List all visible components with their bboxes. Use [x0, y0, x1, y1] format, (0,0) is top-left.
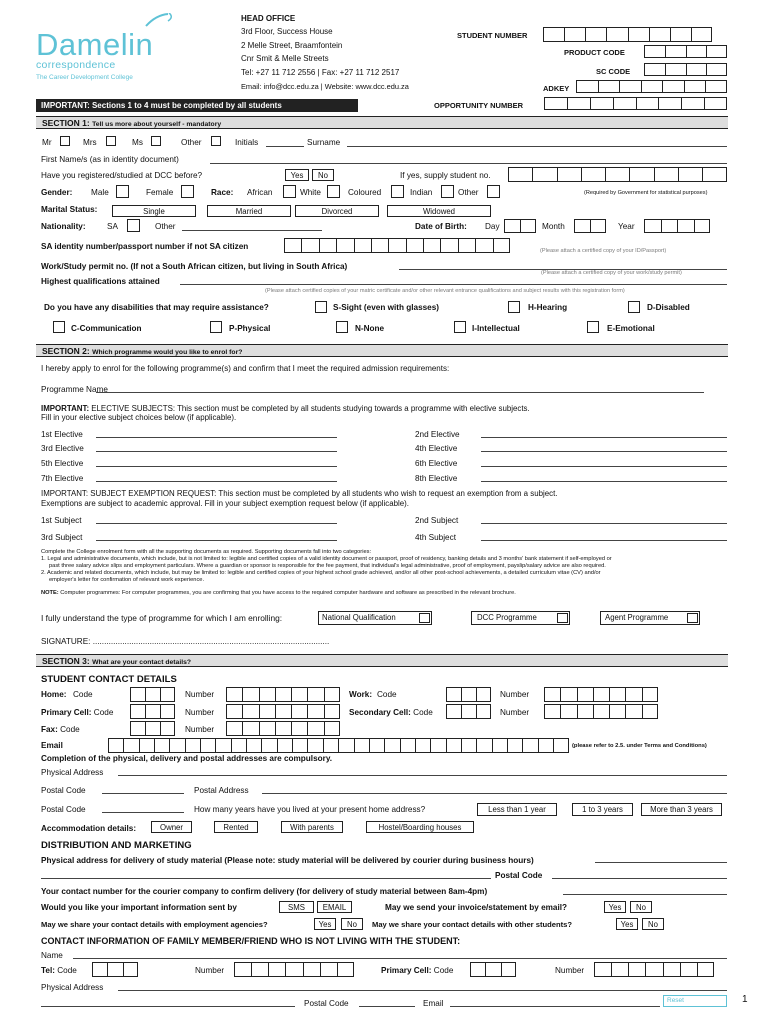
opportunity-number-boxes[interactable]: [544, 97, 727, 110]
family-cell-number-label: Number: [555, 966, 585, 975]
title-mr: Mr: [42, 138, 52, 147]
elective-5-field[interactable]: [96, 466, 337, 467]
work-number-boxes[interactable]: [544, 687, 658, 702]
home-code-boxes[interactable]: [130, 687, 175, 702]
important-banner: IMPORTANT: Sections 1 to 4 must be completed by all students: [36, 99, 358, 112]
elective-7-field[interactable]: [96, 481, 337, 482]
registered-no[interactable]: No: [312, 169, 334, 181]
programme-name-label: Programme Name: [41, 385, 108, 394]
sa-checkbox[interactable]: [127, 219, 140, 232]
exemption-instruction: Exemptions are subject to academic approval. Fill in your subject exemption request below (if applicable).: [41, 499, 409, 508]
addresses-compulsory: Completion of the physical, delivery and postal addresses are compulsory.: [41, 754, 333, 763]
documents-cat1-b: past three salary advice slips and employment particulars. Where a guardian or sponsor is responsible for the fee payment, that individual's legal administrative, proof of employment, payslip/salary advice are also required.: [49, 563, 606, 569]
n-none-checkbox[interactable]: [336, 321, 348, 333]
tel-fax: Tel: +27 11 712 2556 | Fax: +27 11 712 2517: [241, 68, 400, 77]
opportunity-number-label: OPPORTUNITY NUMBER: [434, 101, 524, 110]
subject-1-label: 1st Subject: [41, 516, 82, 525]
exemption-important: IMPORTANT: SUBJECT EXEMPTION REQUEST: This section must be completed by all students who wish to request an exemption from a subject.: [41, 489, 558, 498]
section-2-title: Which programme would you like to enrol for?: [92, 349, 243, 356]
african-checkbox[interactable]: [283, 185, 296, 198]
qualifications-label: Highest qualifications attained: [41, 277, 160, 286]
family-tel-number-label: Number: [195, 966, 225, 975]
sent-by-email[interactable]: EMAIL: [317, 901, 352, 913]
id-note: (Please attach a certified copy of your ID/Passport): [540, 248, 667, 254]
fax-code-boxes[interactable]: [130, 721, 175, 736]
race-other-checkbox[interactable]: [487, 185, 500, 198]
section-1-bar: [36, 116, 728, 129]
ms-checkbox[interactable]: [151, 136, 161, 146]
courier-contact-label: Your contact number for the courier company to confirm delivery (for delivery of study material between 8am-4pm): [41, 887, 488, 896]
marital-widowed[interactable]: Widowed: [387, 205, 491, 217]
home-number-label: Number: [185, 690, 215, 699]
work-code-label: Code: [377, 690, 397, 699]
sent-by-label: Would you like your important information sent by: [41, 903, 237, 912]
secondary-cell-code-boxes[interactable]: [446, 704, 491, 719]
elective-6-field[interactable]: [481, 466, 727, 467]
product-code-label: PRODUCT CODE: [564, 48, 625, 57]
supply-student-no-label: If yes, supply student no.: [400, 171, 491, 180]
title-other: Other: [181, 138, 202, 147]
section-2-number: SECTION 2:: [42, 346, 90, 356]
section-3-title: What are your contact details?: [92, 659, 192, 666]
qualifications-field[interactable]: [180, 284, 727, 285]
elective-1-field[interactable]: [96, 437, 337, 438]
years-question: How many years have you lived at your present home address?: [194, 805, 426, 814]
section-1-title: Tell us more about yourself - mandatory: [92, 121, 222, 128]
family-name-label: Name: [41, 951, 63, 960]
section-3-bar: [36, 654, 728, 667]
elective-4-field[interactable]: [481, 451, 727, 452]
family-cell-code-boxes[interactable]: [470, 962, 516, 977]
secondary-cell-number-label: Number: [500, 708, 530, 717]
i-intellectual-checkbox[interactable]: [454, 321, 466, 333]
gender-male: Male: [91, 188, 109, 197]
postal-address-label: Postal Address: [194, 786, 249, 795]
work-label: Work:: [349, 690, 373, 699]
family-cell-number-boxes[interactable]: [594, 962, 714, 977]
work-code-boxes[interactable]: [446, 687, 491, 702]
id-number-boxes[interactable]: [284, 238, 510, 253]
p-physical-label: P-Physical: [229, 324, 271, 333]
h-hearing-label: H-Hearing: [528, 303, 568, 312]
prev-student-number-boxes[interactable]: [508, 167, 727, 182]
s-sight-checkbox[interactable]: [315, 301, 327, 313]
computer-note: NOTE: Computer programmes: For computer programmes, you are confirming that you have access to the required computer hardware and software as prescribed in the relevant brochure.: [41, 590, 516, 596]
title-mrs: Mrs: [83, 138, 97, 147]
share-students-yes[interactable]: Yes: [616, 918, 638, 930]
section-1-number: SECTION 1:: [42, 118, 90, 128]
fax-number-boxes[interactable]: [226, 721, 340, 736]
section-3-number: SECTION 3:: [42, 656, 90, 666]
h-hearing-checkbox[interactable]: [508, 301, 520, 313]
share-students-no[interactable]: No: [642, 918, 664, 930]
agent-programme-option[interactable]: Agent Programme: [600, 611, 700, 625]
physical-address-field[interactable]: [118, 775, 727, 776]
email-boxes[interactable]: [108, 738, 569, 753]
title-ms: Ms: [132, 138, 143, 147]
page-number: 1: [742, 994, 748, 1005]
white-checkbox[interactable]: [327, 185, 340, 198]
mrs-checkbox[interactable]: [106, 136, 116, 146]
sent-by-sms[interactable]: SMS: [279, 901, 314, 913]
adkey-label: ADKEY: [543, 84, 570, 93]
marital-status-label: Marital Status:: [41, 205, 98, 214]
primary-cell-number-boxes[interactable]: [226, 704, 340, 719]
damelin-logo: [36, 28, 153, 81]
dob-month-boxes[interactable]: [574, 219, 606, 233]
elective-8-field[interactable]: [481, 481, 727, 482]
id-number-label: SA identity number/passport number if not SA citizen: [41, 242, 249, 251]
qualifications-note: (Please attach certified copies of your matric certificate and/or other relevant entrance qualifications and subject results with this registration form): [265, 288, 625, 294]
elective-instruction: Fill in your elective subject choices below (if applicable).: [41, 413, 237, 422]
family-primary-cell-label: Primary Cell: Code: [381, 966, 454, 975]
marital-married[interactable]: Married: [207, 205, 291, 217]
male-checkbox[interactable]: [116, 185, 129, 198]
elective-3-field[interactable]: [96, 451, 337, 452]
race-white: White: [300, 188, 321, 197]
other-checkbox[interactable]: [211, 136, 221, 146]
share-agencies-no[interactable]: No: [341, 918, 363, 930]
registered-yes[interactable]: Yes: [285, 169, 309, 181]
surname-field[interactable]: [347, 146, 727, 147]
documents-cat1-a: 1. Legal and administrative documents, which include, but is not limited to: legible and certified copies of a valid identity document or passport, proof of residency, banking details and 3 months' bank statement if self-employed or: [41, 556, 612, 562]
subject-1-field[interactable]: [96, 523, 337, 524]
documents-cat2-a: 2. Academic and related documents, which include, but may be limited to: legible and certified copies of your highest school grade achieved, and/or all other post-school achievements, a detailed curriculum vitae (CV) and/or: [41, 570, 601, 576]
family-contact-title: CONTACT INFORMATION OF FAMILY MEMBER/FRIEND WHO IS NOT LIVING WITH THE STUDENT:: [41, 936, 461, 946]
reset-button[interactable]: Reset: [663, 995, 727, 1007]
signature-line[interactable]: SIGNATURE: ........................................................................................................: [41, 637, 330, 646]
family-postal-code-label: Postal Code: [304, 999, 349, 1008]
first-names-label: First Name/s (as in identity document): [41, 155, 179, 164]
race-label: Race:: [211, 188, 234, 197]
nationality-other-field[interactable]: [182, 230, 322, 231]
subject-3-field[interactable]: [96, 540, 337, 541]
indian-checkbox[interactable]: [441, 185, 454, 198]
female-checkbox[interactable]: [181, 185, 194, 198]
family-address-line-2[interactable]: [41, 1006, 295, 1007]
p-physical-checkbox[interactable]: [210, 321, 222, 333]
first-names-field[interactable]: [210, 163, 727, 164]
nationality-other: Other: [155, 222, 176, 231]
family-email-label: Email: [423, 999, 444, 1008]
physical-address-label: Physical Address: [41, 768, 104, 777]
elective-6-label: 6th Elective: [415, 459, 458, 468]
secondary-cell-label: Secondary Cell: Code: [349, 708, 433, 717]
registered-question: Have you registered/studied at DCC before?: [41, 171, 203, 180]
race-coloured: Coloured: [348, 188, 382, 197]
enrol-intro: I hereby apply to enrol for the following programme(s) and confirm that I meet the required admission requirements:: [41, 364, 450, 373]
accommodation-rented[interactable]: Rented: [214, 821, 258, 833]
home-number-boxes[interactable]: [226, 687, 340, 702]
brand-sub: correspondence: [36, 59, 116, 71]
fax-number-label: Number: [185, 725, 215, 734]
subject-3-label: 3rd Subject: [41, 533, 83, 542]
documents-intro: Complete the College enrolment form with all the supporting documents as required. Supporting documents fall into two categories:: [41, 549, 372, 555]
c-communication-checkbox[interactable]: [53, 321, 65, 333]
head-office-title: HEAD OFFICE: [241, 14, 296, 23]
programme-name-field[interactable]: [96, 392, 704, 393]
home-code-label: Code: [73, 690, 93, 699]
dob-year-boxes[interactable]: [644, 219, 710, 233]
delivery-address-field-1[interactable]: [595, 862, 727, 863]
secondary-cell-number-boxes[interactable]: [544, 704, 658, 719]
work-number-label: Number: [500, 690, 530, 699]
dob-year-label: Year: [618, 222, 635, 231]
mr-checkbox[interactable]: [60, 136, 70, 146]
gender-label: Gender:: [41, 188, 73, 197]
i-intellectual-label: I-Intellectual: [472, 324, 520, 333]
primary-cell-code-boxes[interactable]: [130, 704, 175, 719]
family-name-field[interactable]: [73, 958, 727, 959]
family-postal-code-field[interactable]: [359, 1006, 415, 1007]
dob-label: Date of Birth:: [415, 222, 467, 231]
postal-code-field-2[interactable]: [102, 812, 184, 813]
logo-swoosh-icon: [142, 13, 182, 27]
share-agencies-yes[interactable]: Yes: [314, 918, 336, 930]
initials-label: Initials: [235, 138, 259, 147]
marital-divorced[interactable]: Divorced: [295, 205, 379, 217]
family-physical-address-field[interactable]: [118, 990, 727, 991]
dob-month-label: Month: [542, 222, 565, 231]
coloured-checkbox[interactable]: [391, 185, 404, 198]
national-qualification-option[interactable]: National Qualification: [318, 611, 432, 625]
surname-label: Surname: [307, 138, 341, 147]
postal-code-label-1: Postal Code: [41, 786, 86, 795]
elective-2-label: 2nd Elective: [415, 430, 460, 439]
initials-field[interactable]: [266, 146, 304, 147]
nationality-label: Nationality:: [41, 222, 86, 231]
permit-note: (Please attach a certified copy of your work/study permit): [541, 270, 682, 276]
elective-4-label: 4th Elective: [415, 444, 458, 453]
elective-2-field[interactable]: [481, 437, 727, 438]
primary-cell-label: Primary Cell: Code: [41, 708, 114, 717]
stats-note: (Required by Government for statistical purposes): [584, 190, 708, 196]
documents-cat2-b: employer's letter for confirmation of relevant work experience.: [49, 577, 205, 583]
student-number-label: STUDENT NUMBER: [457, 31, 528, 40]
invoice-no[interactable]: No: [630, 901, 652, 913]
accommodation-owner[interactable]: Owner: [151, 821, 192, 833]
accommodation-hostel[interactable]: Hostel/Boarding houses: [366, 821, 474, 833]
section-2-bar: [36, 344, 728, 357]
fax-label: Fax: Code: [41, 725, 80, 734]
accommodation-with-parents[interactable]: With parents: [281, 821, 343, 833]
race-african: African: [247, 188, 273, 197]
years-1-to-3[interactable]: 1 to 3 years: [572, 803, 633, 816]
n-none-label: N-None: [355, 324, 385, 333]
c-communication-label: C-Communication: [71, 324, 142, 333]
elective-important: IMPORTANT: ELECTIVE SUBJECTS: This section must be completed by all students studying towards a programme with elective subjects.: [41, 404, 530, 413]
product-code-boxes[interactable]: [644, 45, 727, 58]
delivery-address-field-2[interactable]: [41, 878, 491, 879]
disabilities-question: Do you have any disabilities that may require assistance?: [44, 303, 269, 312]
e-emotional-label: E-Emotional: [607, 324, 655, 333]
dob-day-label: Day: [485, 222, 500, 231]
student-number-boxes[interactable]: [543, 27, 727, 42]
delivery-postal-code-field[interactable]: [552, 878, 727, 879]
nationality-sa: SA: [107, 222, 118, 231]
elective-1-label: 1st Elective: [41, 430, 83, 439]
address-line-1: 3rd Floor, Success House: [241, 27, 333, 36]
share-students-question: May we share your contact details with other students?: [372, 920, 573, 929]
understand-label: I fully understand the type of programme for which I am enrolling:: [41, 613, 283, 623]
race-other: Other: [458, 188, 479, 197]
elective-8-label: 8th Elective: [415, 474, 458, 483]
email-note: (please refer to 2.5. under Terms and Conditions): [572, 743, 707, 749]
years-less-than-1[interactable]: Less than 1 year: [477, 803, 557, 816]
family-tel-code-boxes[interactable]: [92, 962, 138, 977]
adkey-boxes[interactable]: [576, 80, 727, 93]
gender-female: Female: [146, 188, 174, 197]
dob-day-boxes[interactable]: [504, 219, 536, 233]
d-disabled-checkbox[interactable]: [628, 301, 640, 313]
distribution-title: DISTRIBUTION AND MARKETING: [41, 840, 192, 851]
brand-tagline: The Career Development College: [36, 74, 133, 81]
elective-3-label: 3rd Elective: [41, 444, 84, 453]
family-physical-address-label: Physical Address: [41, 983, 104, 992]
email-website: Email: info@dcc.edu.za | Website: www.dcc.edu.za: [241, 82, 409, 91]
subject-2-label: 2nd Subject: [415, 516, 459, 525]
courier-contact-field[interactable]: [563, 894, 727, 895]
postal-code-field-1[interactable]: [102, 793, 184, 794]
accommodation-label: Accommodation details:: [41, 824, 137, 833]
sc-code-label: SC CODE: [596, 67, 631, 76]
years-more-than-3[interactable]: More than 3 years: [641, 803, 722, 816]
delivery-postal-code-label: Postal Code: [495, 871, 543, 880]
d-disabled-label: D-Disabled: [647, 303, 690, 312]
home-label: Home:: [41, 690, 67, 699]
share-agencies-question: May we share your contact details with employment agencies?: [41, 920, 268, 929]
s-sight-label: S-Sight (even with glasses): [333, 303, 440, 312]
primary-cell-number-label: Number: [185, 708, 215, 717]
family-email-field[interactable]: [450, 1006, 660, 1007]
family-tel-label: Tel: Code: [41, 966, 77, 975]
subject-2-field[interactable]: [481, 523, 727, 524]
invoice-yes[interactable]: Yes: [604, 901, 626, 913]
postal-address-field[interactable]: [262, 793, 727, 794]
marital-single[interactable]: Single: [112, 205, 196, 217]
elective-7-label: 7th Elective: [41, 474, 84, 483]
address-line-2: 2 Melle Street, Braamfontein: [241, 41, 343, 50]
race-indian: Indian: [410, 188, 433, 197]
delivery-address-label: Physical address for delivery of study material (Please note: study material will be delivered by courier during business hours): [41, 856, 534, 865]
family-tel-number-boxes[interactable]: [234, 962, 354, 977]
student-contact-title: STUDENT CONTACT DETAILS: [41, 674, 177, 685]
invoice-email-question: May we send your invoice/statement by email?: [385, 903, 568, 912]
elective-5-label: 5th Elective: [41, 459, 84, 468]
permit-label: Work/Study permit no. (If not a South African citizen, but living in South Africa): [41, 262, 348, 271]
dcc-programme-option[interactable]: DCC Programme: [471, 611, 570, 625]
e-emotional-checkbox[interactable]: [587, 321, 599, 333]
sc-code-boxes[interactable]: [644, 63, 727, 76]
email-label: Email: [41, 741, 63, 750]
postal-code-label-2: Postal Code: [41, 805, 86, 814]
address-line-3: Cnr Smit & Melle Streets: [241, 54, 329, 63]
brand-name: Damelin: [36, 27, 154, 62]
subject-4-field[interactable]: [481, 540, 727, 541]
subject-4-label: 4th Subject: [415, 533, 456, 542]
